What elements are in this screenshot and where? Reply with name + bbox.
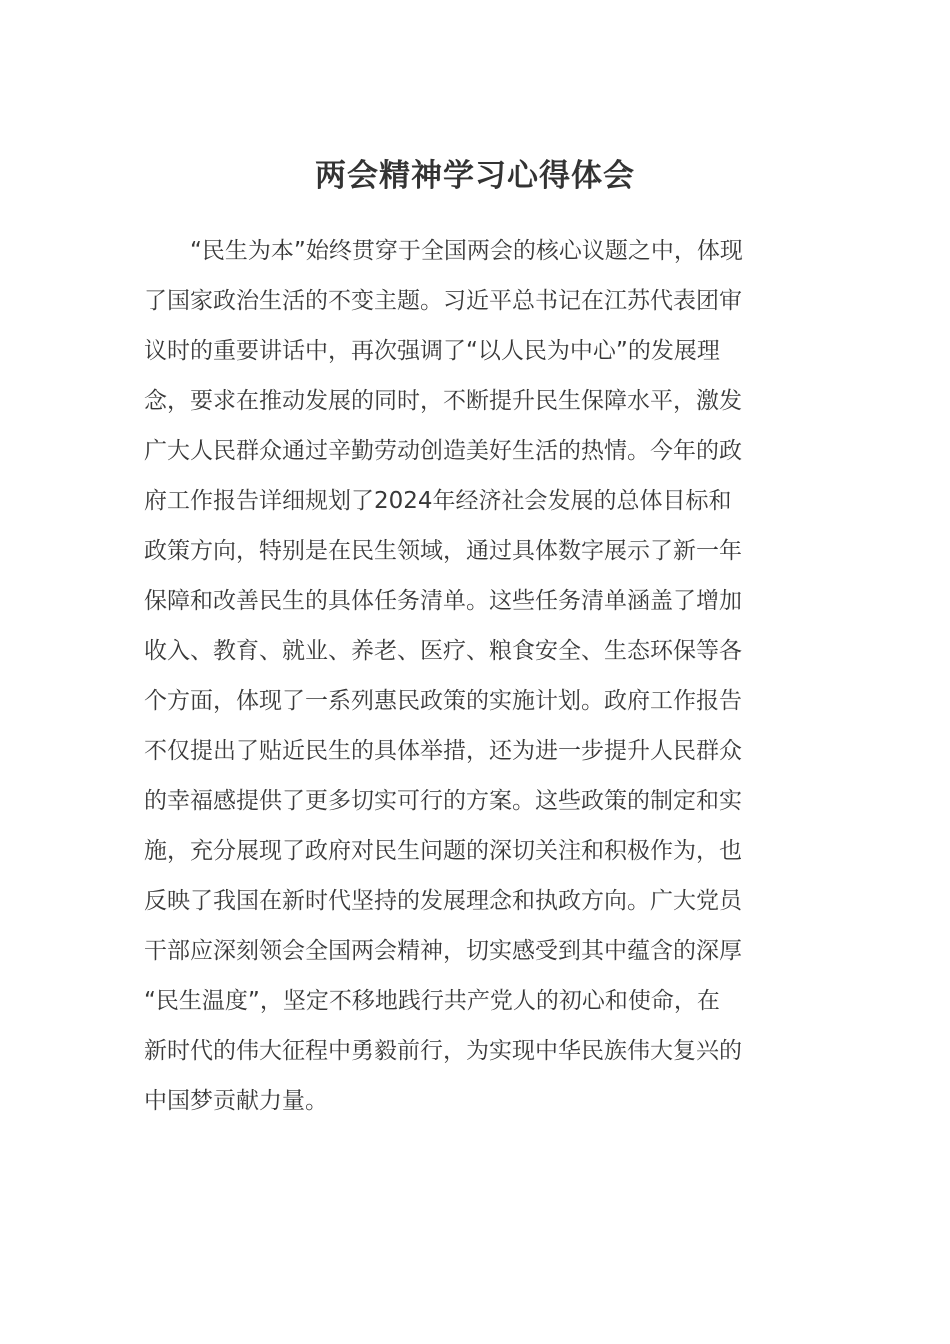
body-line: 政策方向，特别是在民生领域，通过具体数字展示了新一年	[144, 538, 742, 564]
body-line: 新时代的伟大征程中勇毅前行，为实现中华民族伟大复兴的	[144, 1038, 742, 1064]
body-line: 保障和改善民生的具体任务清单。这些任务清单涵盖了增加	[144, 588, 742, 614]
body-line: “民生温度”，坚定不移地践行共产党人的初心和使命，在	[144, 988, 720, 1014]
body-line: “民生为本”始终贯穿于全国两会的核心议题之中，体现	[144, 238, 743, 264]
body-line: 反映了我国在新时代坚持的发展理念和执政方向。广大党员	[144, 888, 742, 914]
body-line: 干部应深刻领会全国两会精神，切实感受到其中蕴含的深厚	[144, 938, 742, 964]
body-line: 中国梦贡献力量。	[144, 1088, 328, 1114]
document-title: 两会精神学习心得体会	[315, 158, 635, 194]
document-body	[144, 226, 806, 1126]
body-line: 施，充分展现了政府对民生问题的深切关注和积极作为，也	[144, 838, 742, 864]
body-line: 念，要求在推动发展的同时，不断提升民生保障水平，激发	[144, 388, 742, 414]
body-line: 了国家政治生活的不变主题。习近平总书记在江苏代表团审	[144, 288, 742, 314]
body-line: 的幸福感提供了更多切实可行的方案。这些政策的制定和实	[144, 788, 742, 814]
body-line: 广大人民群众通过辛勤劳动创造美好生活的热情。今年的政	[144, 438, 742, 464]
body-line: 个方面，体现了一系列惠民政策的实施计划。政府工作报告	[144, 688, 742, 714]
body-line: 府工作报告详细规划了2024年经济社会发展的总体目标和	[144, 488, 732, 514]
body-line: 收入、教育、就业、养老、医疗、粮食安全、生态环保等各	[144, 638, 742, 664]
body-line: 议时的重要讲话中，再次强调了“以人民为中心”的发展理	[144, 338, 720, 364]
body-line: 不仅提出了贴近民生的具体举措，还为进一步提升人民群众	[144, 738, 742, 764]
